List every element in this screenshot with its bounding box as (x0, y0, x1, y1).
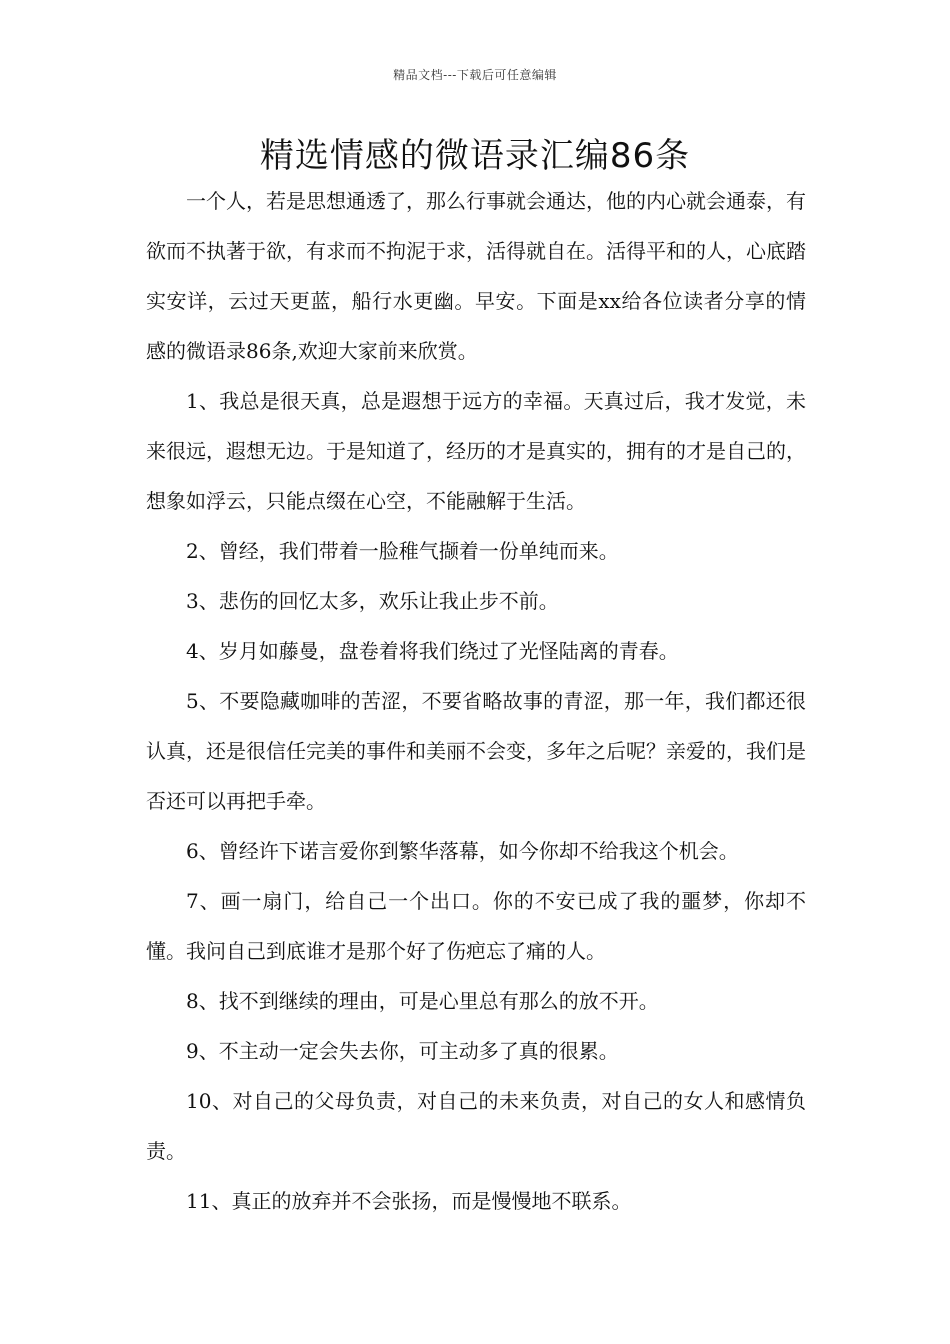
header-note: 精品文档---下载后可任意编辑 (393, 68, 557, 82)
quote-paragraph-10: 10、对自己的父母负责，对自己的未来负责，对自己的女人和感情负责。 (146, 1089, 806, 1163)
quote-paragraph-5: 5、不要隐藏咖啡的苦涩，不要省略故事的青涩，那一年，我们都还很认真，还是很信任完美的事件和美丽不会变，多年之后呢？亲爱的，我们是否还可以再把手牵。 (146, 689, 806, 813)
document-body (146, 176, 806, 1226)
quote-paragraph-11: 11、真正的放弃并不会张扬，而是慢慢地不联系。 (186, 1189, 632, 1213)
quote-paragraph-1: 1、我总是很天真，总是遐想于远方的幸福。天真过后，我才发觉，未来很远，遐想无边。于是知道了，经历的才是真实的，拥有的才是自己的，想象如浮云，只能点缀在心空，不能融解于生活。 (146, 389, 806, 513)
intro-paragraph: 一个人，若是思想通透了，那么行事就会通达，他的内心就会通泰，有欲而不执著于欲，有求而不拘泥于求，活得就自在。活得平和的人，心底踏实安详，云过天更蓝，船行水更幽。早安。下面是xx给各位读者分享的情感的微语录86条,欢迎大家前来欣赏。 (146, 189, 806, 363)
quote-paragraph-2: 2、曾经，我们带着一脸稚气撷着一份单纯而来。 (186, 539, 619, 563)
quote-paragraph-4: 4、岁月如藤曼，盘卷着将我们绕过了光怪陆离的青春。 (186, 639, 679, 663)
quote-paragraph-7: 7、画一扇门，给自己一个出口。你的不安已成了我的噩梦，你却不懂。我问自己到底谁才是那个好了伤疤忘了痛的人。 (146, 889, 806, 963)
quote-paragraph-9: 9、不主动一定会失去你，可主动多了真的很累。 (186, 1039, 619, 1063)
quote-paragraph-3: 3、悲伤的回忆太多，欢乐让我止步不前。 (186, 589, 559, 613)
quote-paragraph-8: 8、找不到继续的理由，可是心里总有那么的放不开。 (186, 989, 659, 1013)
document-title: 精选情感的微语录汇编86条 (259, 136, 691, 176)
quote-paragraph-6: 6、曾经许下诺言爱你到繁华落幕，如今你却不给我这个机会。 (186, 839, 739, 863)
